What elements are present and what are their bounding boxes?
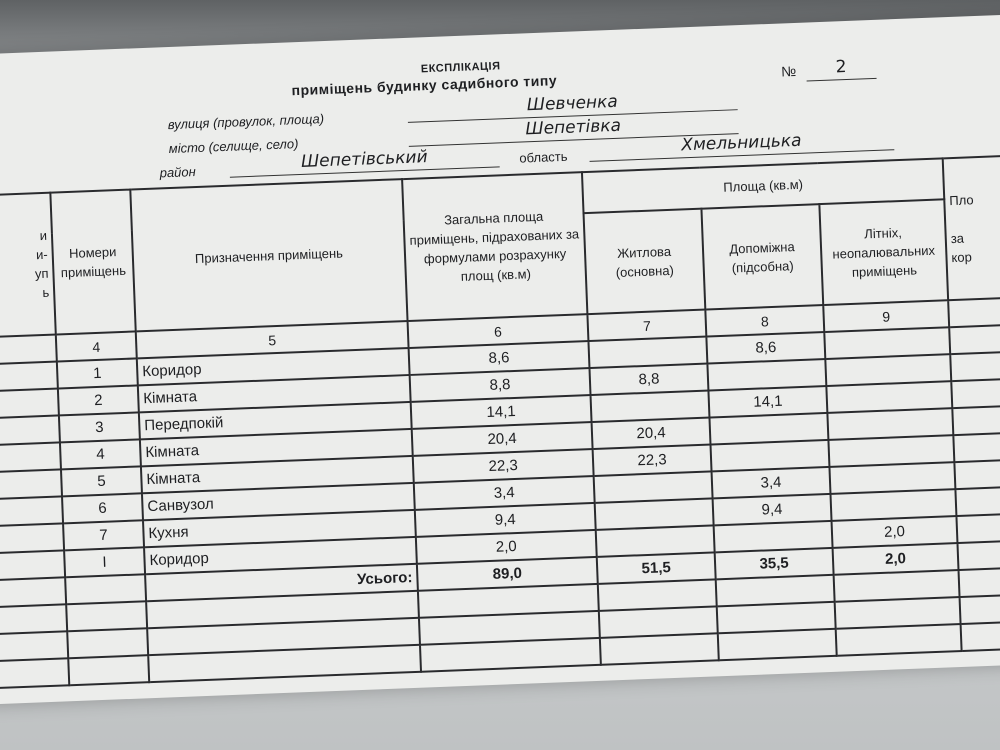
room-living-area: 8,8 [589,364,708,396]
column-number-cell: 6 [408,314,589,348]
room-aux-area: 8,6 [706,332,825,364]
room-name: Кімната [141,456,414,493]
header-room-numbers: Номери приміщень [50,190,135,335]
room-aux-area: 14,1 [708,386,827,418]
region-value: Хмельницька [589,127,895,162]
column-number-cell: 4 [56,331,137,361]
column-number-cell [948,298,1000,327]
form-subtitle: приміщень будинку садибного типу [291,72,558,99]
room-name: Кухня [143,510,416,547]
explication-table [0,155,1000,690]
city-value: Шепетівка [408,111,739,147]
room-total-area: 9,4 [415,503,596,537]
room-total-area: 8,8 [410,368,591,402]
room-number: 6 [62,493,143,523]
room-total-area: 8,6 [409,341,590,375]
column-number-cell: 9 [823,300,949,332]
totals-total-area: 89,0 [417,557,598,591]
region-label: область [519,148,568,166]
room-number: 1 [57,358,138,388]
column-number-cell: 5 [136,321,409,358]
district-label: район [159,164,197,181]
room-number: I [64,547,145,577]
header-summer-area: Літніх, неопалювальних приміщень [819,199,948,305]
room-total-area: 22,3 [413,449,594,483]
totals-summer-area: 2,0 [833,543,959,575]
room-number: 2 [58,385,139,415]
room-name: Коридор [137,348,410,385]
room-name: Кімната [140,429,413,466]
room-name: Санвузол [142,483,415,520]
column-number-cell [0,335,57,365]
street-value: Шевченка [407,87,738,123]
room-aux-area: 9,4 [713,494,832,526]
room-number: 4 [60,439,141,469]
column-number-cell: 7 [587,310,706,342]
street-label: вулиця (провулок, площа) [167,111,325,133]
room-total-area: 20,4 [412,422,593,456]
totals-aux-area: 35,5 [715,548,834,580]
room-total-area: 3,4 [414,476,595,510]
column-number-cell: 8 [705,305,824,337]
room-name: Передпокій [139,402,412,439]
header-room-purpose: Призначення приміщень [130,179,407,331]
room-total-area: 2,0 [416,530,597,564]
district-value: Шепетівський [229,144,500,177]
totals-living-area: 51,5 [597,552,716,584]
header-living-area: Житлова (основна) [584,209,706,314]
room-total-area: 14,1 [411,395,592,429]
header-col-left-partial: и и- уп ь [0,193,56,338]
document-sheet [0,13,1000,705]
room-number: 5 [61,466,142,496]
room-name: Кімната [138,375,411,412]
form-title: ЕКСПЛІКАЦІЯ [420,60,501,76]
totals-label: Усього: [145,564,418,601]
header-col-right-partial: Пло за кор [943,156,1000,300]
header-area-group: Площа (кв.м) [582,158,944,213]
room-living-area: 22,3 [593,444,712,476]
header-auxiliary-area: Допоміжна (підсобна) [701,204,823,309]
city-label: місто (селище, село) [168,136,299,157]
number-value: 2 [806,56,877,82]
number-label: № [780,62,797,80]
room-name: Коридор [144,537,417,574]
room-aux-area: 3,4 [712,467,831,499]
header-total-area: Загальна площа приміщень, підрахованих за формулами розрахунку площ (кв.м) [402,172,587,321]
room-number: 7 [63,520,144,550]
room-number: 3 [59,412,140,442]
room-living-area: 20,4 [592,417,711,449]
room-summer-area: 2,0 [832,516,958,548]
